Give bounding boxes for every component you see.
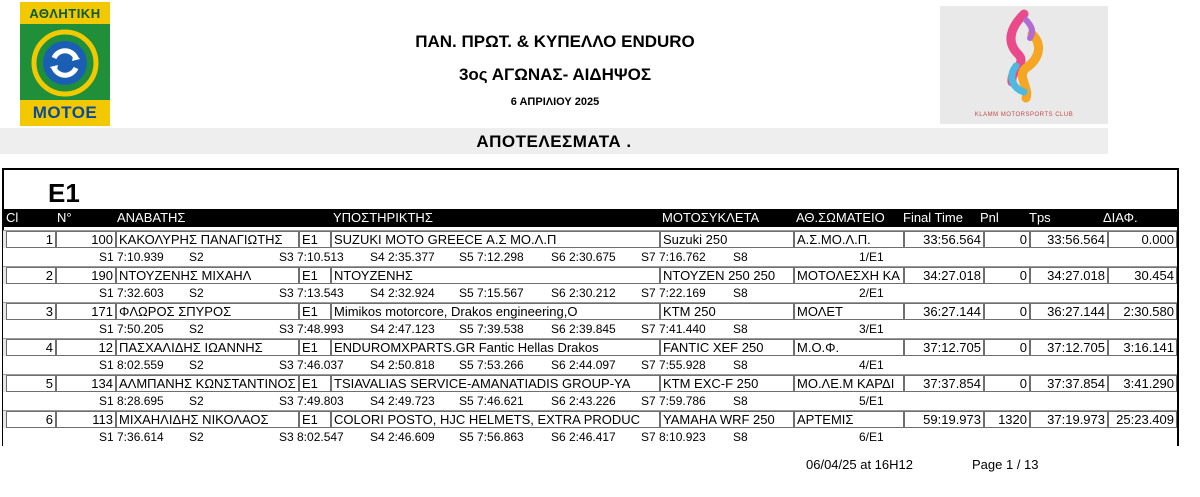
cell-tps: 37:19.973 — [1030, 411, 1108, 428]
cell-tps: 36:27.144 — [1030, 303, 1108, 320]
col-club: ΑΘ.ΣΩΜΑΤΕΙΟ — [796, 210, 885, 225]
cell-bike: ΝΤΟΥΖΕΝ 250 250 — [660, 267, 794, 284]
logo-bottom-text: ΜΟΤΟΕ — [32, 103, 98, 122]
split-s5: S5 7:12.298 — [459, 250, 524, 264]
event-subtitle: 3ος ΑΓΩΝΑΣ- ΑΙΔΗΨΟΣ — [458, 65, 652, 84]
cell-penalty: 0 — [984, 375, 1030, 392]
split-s8: S8 — [733, 322, 748, 336]
page-title: ΠΑΝ. ΠΡΩΤ. & ΚΥΠΕΛΛΟ ENDURO — [415, 32, 695, 51]
cell-rider: ΦΛΩΡΟΣ ΣΠΥΡΟΣ — [116, 303, 299, 320]
col-number: N° — [57, 210, 72, 225]
cell-diff: 3:41.290 — [1108, 375, 1177, 392]
cell-tps: 34:27.018 — [1030, 267, 1108, 284]
split-s4: S4 2:32.924 — [370, 286, 435, 300]
split-s8: S8 — [733, 250, 748, 264]
results-banner — [0, 128, 1108, 154]
cell-club: Α.Σ.ΜΟ.Λ.Π. — [794, 231, 904, 248]
cell-penalty: 0 — [984, 339, 1030, 356]
split-s6: S6 2:30.212 — [551, 286, 616, 300]
cell-club: ΜΟΛΕΤ — [794, 303, 904, 320]
split-s7: S7 7:22.169 — [641, 286, 706, 300]
cell-club: Μ.Ο.Φ. — [794, 339, 904, 356]
cell-class-position: 6 — [6, 411, 56, 428]
results-label: ΑΠΟΤΕΛΕΣΜΑΤΑ . — [476, 132, 632, 151]
cell-rider: ΝΤΟΥΖΕΝΗΣ ΜΙΧΑΗΛ — [116, 267, 299, 284]
split-s2: S2 — [189, 394, 204, 408]
table-header — [3, 209, 1177, 227]
cell-sponsor: ΝΤΟΥΖΕΝΗΣ — [331, 267, 660, 284]
club-logo — [940, 6, 1108, 124]
split-s5: S5 7:15.567 — [459, 286, 524, 300]
cell-club: ΜΟΤΟΛΕΣΧΗ ΚΑ — [794, 267, 904, 284]
split-times-row — [3, 392, 1177, 410]
cell-final-time: 37:37.854 — [904, 375, 984, 392]
split-class-position: 4/E1 — [859, 358, 884, 372]
split-s4: S4 2:46.609 — [370, 430, 435, 444]
split-s6: S6 2:46.417 — [551, 430, 616, 444]
split-s6: S6 2:44.097 — [551, 358, 616, 372]
class-title: E1 — [48, 178, 80, 208]
split-s3: S3 7:10.513 — [279, 250, 344, 264]
split-s1: S1 8:02.559 — [99, 358, 164, 372]
cell-final-time: 36:27.144 — [904, 303, 984, 320]
split-s7: S7 8:10.923 — [641, 430, 706, 444]
cell-club: ΑΡΤΕΜΙΣ — [794, 411, 904, 428]
logo-top-band — [20, 2, 110, 24]
split-s2: S2 — [189, 286, 204, 300]
cell-diff: 25:23.409 — [1108, 411, 1177, 428]
split-s4: S4 2:47.123 — [370, 322, 435, 336]
cell-tps: 37:12.705 — [1030, 339, 1108, 356]
cell-rider: ΚΑΚΟΛΥΡΗΣ ΠΑΝΑΓΙΩΤΗΣ — [116, 231, 299, 248]
cell-category: E1 — [299, 267, 331, 284]
split-s1: S1 8:28.695 — [99, 394, 164, 408]
cell-class-position: 3 — [6, 303, 56, 320]
cell-final-time: 33:56.564 — [904, 231, 984, 248]
split-s2: S2 — [189, 358, 204, 372]
split-s1: S1 7:10.939 — [99, 250, 164, 264]
col-final-time: Final Time — [903, 210, 963, 225]
split-s3: S3 8:02.547 — [279, 430, 344, 444]
split-s3: S3 7:49.803 — [279, 394, 344, 408]
split-times-row — [3, 356, 1177, 374]
split-s6: S6 2:39.845 — [551, 322, 616, 336]
cell-diff: 30.454 — [1108, 267, 1177, 284]
split-times-row — [3, 320, 1177, 338]
col-bike: ΜΟΤΟΣΥΚΛΕΤΑ — [662, 210, 760, 225]
cell-bike: Suzuki 250 — [660, 231, 794, 248]
split-class-position: 5/E1 — [859, 394, 884, 408]
split-s8: S8 — [733, 286, 748, 300]
col-diff: ΔΙΑΦ. — [1103, 210, 1138, 225]
cell-sponsor: COLORI POSTO, HJC HELMETS, EXTRA PRODUC — [331, 411, 660, 428]
split-s8: S8 — [733, 358, 748, 372]
split-s4: S4 2:35.377 — [370, 250, 435, 264]
cell-number: 134 — [56, 375, 116, 392]
split-s8: S8 — [733, 430, 748, 444]
table-row — [3, 410, 1177, 428]
split-s1: S1 7:36.614 — [99, 430, 164, 444]
cell-diff: 2:30.580 — [1108, 303, 1177, 320]
split-class-position: 6/E1 — [859, 430, 884, 444]
print-timestamp: 06/04/25 at 16H12 — [806, 457, 913, 472]
cell-final-time: 37:12.705 — [904, 339, 984, 356]
cell-penalty: 0 — [984, 231, 1030, 248]
split-s7: S7 7:59.786 — [641, 394, 706, 408]
cell-class-position: 1 — [6, 231, 56, 248]
split-s4: S4 2:50.818 — [370, 358, 435, 372]
cell-class-position: 5 — [6, 375, 56, 392]
split-s6: S6 2:30.675 — [551, 250, 616, 264]
split-s5: S5 7:56.863 — [459, 430, 524, 444]
split-s3: S3 7:13.543 — [279, 286, 344, 300]
cell-rider: ΑΛΜΠΑΝΗΣ ΚΩΝΣΤΑΝΤΙΝΟΣ — [116, 375, 299, 392]
cell-number: 113 — [56, 411, 116, 428]
table-row — [3, 230, 1177, 248]
split-s7: S7 7:16.762 — [641, 250, 706, 264]
cell-number: 190 — [56, 267, 116, 284]
cell-number: 100 — [56, 231, 116, 248]
cell-sponsor: SUZUKI MOTO GREECE Α.Σ ΜΟ.Λ.Π — [331, 231, 660, 248]
cell-category: E1 — [299, 375, 331, 392]
cell-tps: 33:56.564 — [1030, 231, 1108, 248]
cell-class-position: 4 — [6, 339, 56, 356]
cell-category: E1 — [299, 339, 331, 356]
split-times-row — [3, 284, 1177, 302]
cell-bike: YAMAHA WRF 250 — [660, 411, 794, 428]
split-times-row — [3, 248, 1177, 266]
event-date: 6 ΑΠΡΙΛΙΟΥ 2025 — [510, 96, 600, 108]
split-s8: S8 — [733, 394, 748, 408]
col-sponsor: ΥΠΟΣΤΗΡΙΚΤΗΣ — [333, 210, 433, 225]
table-row — [3, 338, 1177, 356]
cell-club: ΜΟ.ΛΕ.Μ ΚΑΡΔΙ — [794, 375, 904, 392]
split-class-position: 3/E1 — [859, 322, 884, 336]
split-s4: S4 2:49.723 — [370, 394, 435, 408]
split-s2: S2 — [189, 430, 204, 444]
cell-rider: ΠΑΣΧΑΛΙΔΗΣ ΙΩΑΝΝΗΣ — [116, 339, 299, 356]
split-s2: S2 — [189, 322, 204, 336]
cell-penalty: 1320 — [984, 411, 1030, 428]
cell-category: E1 — [299, 411, 331, 428]
split-s3: S3 7:46.037 — [279, 358, 344, 372]
cell-number: 12 — [56, 339, 116, 356]
cell-class-position: 2 — [6, 267, 56, 284]
cell-final-time: 59:19.973 — [904, 411, 984, 428]
col-rider: ΑΝΑΒΑΤΗΣ — [117, 210, 186, 225]
split-s5: S5 7:46.621 — [459, 394, 524, 408]
table-row — [3, 302, 1177, 320]
split-s1: S1 7:32.603 — [99, 286, 164, 300]
cell-tps: 37:37.854 — [1030, 375, 1108, 392]
split-s7: S7 7:41.440 — [641, 322, 706, 336]
cell-sponsor: TSIAVALIAS SERVICE-AMANATIADIS GROUP-YA — [331, 375, 660, 392]
cell-sponsor: ENDUROMXPARTS.GR Fantic Hellas Drakos — [331, 339, 660, 356]
cell-bike: FANTIC XEF 250 — [660, 339, 794, 356]
split-s1: S1 7:50.205 — [99, 322, 164, 336]
col-penalty: Pnl — [980, 210, 999, 225]
cell-bike: KTM EXC-F 250 — [660, 375, 794, 392]
col-tps: Tps — [1029, 210, 1051, 225]
table-row — [3, 374, 1177, 392]
split-s3: S3 7:48.993 — [279, 322, 344, 336]
cell-diff: 0.000 — [1108, 231, 1177, 248]
cell-category: E1 — [299, 303, 331, 320]
split-times-row — [3, 428, 1177, 446]
split-s5: S5 7:39.538 — [459, 322, 524, 336]
split-class-position: 2/E1 — [859, 286, 884, 300]
split-s7: S7 7:55.928 — [641, 358, 706, 372]
flame-s-icon — [940, 6, 1108, 124]
split-s6: S6 2:43.226 — [551, 394, 616, 408]
club-logo-text: KLAMM MOTORSPORTS CLUB — [974, 112, 1074, 118]
split-class-position: 1/E1 — [859, 250, 884, 264]
cell-penalty: 0 — [984, 267, 1030, 284]
cell-category: E1 — [299, 231, 331, 248]
logo-top-text: ΑΘΛΗΤΙΚΗ — [29, 5, 101, 21]
cell-bike: KTM 250 — [660, 303, 794, 320]
cell-number: 171 — [56, 303, 116, 320]
split-s5: S5 7:53.266 — [459, 358, 524, 372]
cell-sponsor: Mimikos motorcore, Drakos engineering,O — [331, 303, 660, 320]
cell-final-time: 34:27.018 — [904, 267, 984, 284]
table-row — [3, 266, 1177, 284]
cell-diff: 3:16.141 — [1108, 339, 1177, 356]
page-indicator: Page 1 / 13 — [972, 457, 1039, 472]
cell-rider: ΜΙΧΑΗΛΙΔΗΣ ΝΙΚΟΛΑΟΣ — [116, 411, 299, 428]
split-s2: S2 — [189, 250, 204, 264]
cell-penalty: 0 — [984, 303, 1030, 320]
col-cl: Cl — [6, 210, 19, 225]
